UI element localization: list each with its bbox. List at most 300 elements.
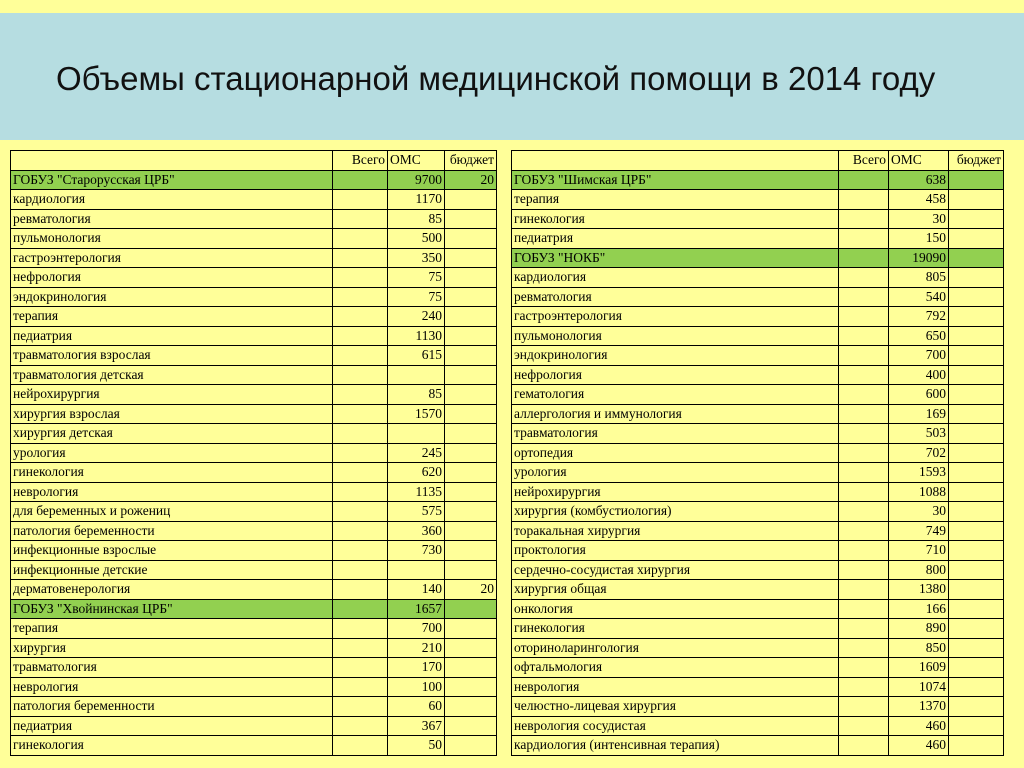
row-oms-cell: 710 [889,541,949,561]
row-total-cell [333,638,388,658]
header-cell-budget: бюджет [949,151,1004,171]
slide-title: Объемы стационарной медицинской помощи в 2014 году [56,60,936,97]
row-budget-cell [949,443,1004,463]
row-total-cell [333,287,388,307]
row-name-cell: хирургия общая [512,580,839,600]
table-row [512,268,1004,288]
row-name-cell: сердечно-сосудистая хирургия [512,560,839,580]
row-oms-cell: 1130 [388,326,445,346]
row-oms-cell: 85 [388,209,445,229]
row-budget-cell [949,404,1004,424]
row-total-cell [333,599,388,619]
row-total-cell [333,326,388,346]
row-oms-cell: 702 [889,443,949,463]
row-name-cell: пульмонология [512,326,839,346]
row-oms-cell: 460 [889,736,949,756]
table-row [11,307,497,327]
row-oms-cell: 500 [388,229,445,249]
table-row [11,716,497,736]
table-row [11,580,497,600]
row-total-cell [333,560,388,580]
row-name-cell: проктология [512,541,839,561]
row-budget-cell [445,443,497,463]
row-budget-cell [949,638,1004,658]
table-row [512,365,1004,385]
row-oms-cell: 1088 [889,482,949,502]
row-name-cell: гинекология [512,209,839,229]
row-total-cell [333,385,388,405]
row-total-cell [839,482,889,502]
row-total-cell [839,619,889,639]
row-budget-cell [445,365,497,385]
row-budget-cell [949,560,1004,580]
table-row [512,385,1004,405]
row-name-cell: педиатрия [512,229,839,249]
row-budget-cell [445,229,497,249]
row-total-cell [333,424,388,444]
row-total-cell [839,287,889,307]
row-total-cell [333,463,388,483]
row-budget-cell [949,521,1004,541]
row-name-cell: гинекология [11,463,333,483]
table-row [512,209,1004,229]
row-oms-cell: 615 [388,346,445,366]
table-row [11,424,497,444]
row-oms-cell: 75 [388,268,445,288]
row-total-cell [839,346,889,366]
row-total-cell [839,268,889,288]
row-budget-cell [949,502,1004,522]
row-budget-cell [949,677,1004,697]
header-cell-total: Всего [333,151,388,171]
row-oms-cell: 50 [388,736,445,756]
row-name-cell: гематология [512,385,839,405]
row-budget-cell [445,658,497,678]
row-budget-cell [445,697,497,717]
row-budget-cell [949,482,1004,502]
row-total-cell [839,170,889,190]
row-budget-cell [949,170,1004,190]
row-total-cell [333,229,388,249]
row-name-cell: инфекционные детские [11,560,333,580]
group-row [512,248,1004,268]
table-row [512,307,1004,327]
row-budget-cell [949,463,1004,483]
table-row [11,541,497,561]
table-row [11,365,497,385]
row-name-cell: дерматовенерология [11,580,333,600]
row-oms-cell: 460 [889,716,949,736]
row-oms-cell: 60 [388,697,445,717]
row-oms-cell: 150 [889,229,949,249]
row-oms-cell: 9700 [388,170,445,190]
row-budget-cell [445,541,497,561]
row-budget-cell [949,190,1004,210]
row-oms-cell: 367 [388,716,445,736]
row-budget-cell [445,326,497,346]
row-oms-cell: 730 [388,541,445,561]
row-budget-cell [949,736,1004,756]
row-oms-cell: 800 [889,560,949,580]
row-total-cell [333,404,388,424]
row-oms-cell: 749 [889,521,949,541]
table-row [11,404,497,424]
row-total-cell [839,677,889,697]
row-oms-cell: 1380 [889,580,949,600]
row-budget-cell [445,346,497,366]
top-strip [0,0,1024,13]
title-band [0,13,1024,140]
row-budget-cell [445,209,497,229]
table-header-row [11,151,497,171]
row-total-cell [333,658,388,678]
row-oms-cell: 458 [889,190,949,210]
row-name-cell: инфекционные взрослые [11,541,333,561]
row-budget-cell [949,599,1004,619]
row-name-cell: ортопедия [512,443,839,463]
row-name-cell: патология беременности [11,521,333,541]
row-total-cell [333,190,388,210]
row-oms-cell: 1135 [388,482,445,502]
row-total-cell [839,658,889,678]
row-oms-cell: 240 [388,307,445,327]
row-total-cell [839,209,889,229]
row-name-cell: хирургия (комбустиология) [512,502,839,522]
table-row [11,482,497,502]
row-budget-cell [949,268,1004,288]
row-budget-cell [949,229,1004,249]
row-name-cell: ревматология [512,287,839,307]
row-oms-cell: 350 [388,248,445,268]
table-row [512,560,1004,580]
row-budget-cell [949,326,1004,346]
row-total-cell [839,463,889,483]
row-name-cell: для беременных и рожениц [11,502,333,522]
row-name-cell: травматология [512,424,839,444]
row-oms-cell: 100 [388,677,445,697]
row-name-cell: неврология [11,482,333,502]
row-oms-cell: 360 [388,521,445,541]
table-row [512,404,1004,424]
row-budget-cell [445,560,497,580]
header-cell-budget: бюджет [445,151,497,171]
row-name-cell: урология [11,443,333,463]
row-budget-cell [445,677,497,697]
left-data-table [10,150,497,756]
row-total-cell [839,365,889,385]
row-total-cell [839,229,889,249]
table-row [512,580,1004,600]
table-row [512,346,1004,366]
row-name-cell: неврология [11,677,333,697]
row-budget-cell [949,658,1004,678]
row-total-cell [333,307,388,327]
row-total-cell [839,560,889,580]
row-name-cell: терапия [11,619,333,639]
row-total-cell [839,326,889,346]
table-row [512,443,1004,463]
row-oms-cell: 890 [889,619,949,639]
row-total-cell [839,736,889,756]
table-row [512,502,1004,522]
row-name-cell: нейрохирургия [11,385,333,405]
row-budget-cell [445,424,497,444]
row-name-cell: нефрология [512,365,839,385]
row-total-cell [333,716,388,736]
row-name-cell: хирургия [11,638,333,658]
row-oms-cell: 1170 [388,190,445,210]
row-total-cell [333,170,388,190]
row-budget-cell [949,385,1004,405]
row-name-cell: эндокринология [512,346,839,366]
row-name-cell: хирургия детская [11,424,333,444]
row-name-cell: неврология [512,677,839,697]
row-oms-cell: 1570 [388,404,445,424]
row-budget-cell [445,599,497,619]
row-oms-cell: 575 [388,502,445,522]
row-total-cell [839,307,889,327]
row-budget-cell [445,736,497,756]
row-budget-cell [445,638,497,658]
row-budget-cell [949,209,1004,229]
row-name-cell: гинекология [512,619,839,639]
table-row [11,658,497,678]
table-row [512,736,1004,756]
row-name-cell: гастроэнтерология [512,307,839,327]
row-name-cell: патология беременности [11,697,333,717]
table-row [11,463,497,483]
row-name-cell: неврология сосудистая [512,716,839,736]
table-row [512,229,1004,249]
table-row [512,658,1004,678]
row-name-cell: пульмонология [11,229,333,249]
row-oms-cell: 700 [388,619,445,639]
row-name-cell: ревматология [11,209,333,229]
row-name-cell: кардиология [512,268,839,288]
row-budget-cell [949,716,1004,736]
row-budget-cell [445,248,497,268]
row-name-cell: ГОБУЗ "НОКБ" [512,248,839,268]
right-data-table [511,150,1004,756]
table-row [11,326,497,346]
header-cell-oms: ОМС [889,151,949,171]
row-budget-cell [949,697,1004,717]
table-row [11,229,497,249]
row-budget-cell [445,716,497,736]
table-row [512,326,1004,346]
row-budget-cell [949,541,1004,561]
row-name-cell: оториноларингология [512,638,839,658]
row-budget-cell [949,365,1004,385]
row-budget-cell [445,521,497,541]
row-oms-cell: 169 [889,404,949,424]
table-row [11,385,497,405]
table-row [11,248,497,268]
row-total-cell [839,521,889,541]
row-oms-cell: 792 [889,307,949,327]
table-row [11,502,497,522]
row-name-cell: челюстно-лицевая хирургия [512,697,839,717]
row-total-cell [839,716,889,736]
row-name-cell: педиатрия [11,326,333,346]
table-row [512,638,1004,658]
header-cell-total: Всего [839,151,889,171]
table-row [512,424,1004,444]
row-oms-cell [388,560,445,580]
row-total-cell [333,541,388,561]
table-row [512,599,1004,619]
row-budget-cell [445,482,497,502]
row-total-cell [333,346,388,366]
row-total-cell [839,443,889,463]
header-cell-name [512,151,839,171]
row-budget-cell [949,346,1004,366]
row-total-cell [839,424,889,444]
row-oms-cell: 1593 [889,463,949,483]
table-row [11,521,497,541]
row-name-cell: офтальмология [512,658,839,678]
row-budget-cell [445,385,497,405]
table-row [11,190,497,210]
row-total-cell [839,502,889,522]
group-row [11,599,497,619]
table-row [512,677,1004,697]
row-oms-cell: 700 [889,346,949,366]
table-row [512,482,1004,502]
row-budget-cell: 20 [445,580,497,600]
row-name-cell: травматология [11,658,333,678]
row-name-cell: ГОБУЗ "Шимская ЦРБ" [512,170,839,190]
row-name-cell: торакальная хирургия [512,521,839,541]
row-name-cell: кардиология (интенсивная терапия) [512,736,839,756]
table-row [512,190,1004,210]
row-total-cell [839,638,889,658]
row-oms-cell: 503 [889,424,949,444]
row-oms-cell: 1657 [388,599,445,619]
table-row [11,560,497,580]
row-total-cell [333,619,388,639]
row-oms-cell: 638 [889,170,949,190]
row-oms-cell: 30 [889,209,949,229]
table-row [512,521,1004,541]
row-total-cell [333,697,388,717]
row-oms-cell: 850 [889,638,949,658]
row-name-cell: ГОБУЗ "Хвойнинская ЦРБ" [11,599,333,619]
row-budget-cell [445,268,497,288]
row-budget-cell [445,307,497,327]
row-total-cell [839,599,889,619]
table-row [512,697,1004,717]
row-oms-cell: 170 [388,658,445,678]
group-row [11,170,497,190]
row-total-cell [333,677,388,697]
row-budget-cell: 20 [445,170,497,190]
row-oms-cell [388,365,445,385]
row-name-cell: терапия [11,307,333,327]
row-oms-cell: 620 [388,463,445,483]
row-oms-cell: 140 [388,580,445,600]
row-total-cell [333,521,388,541]
row-oms-cell: 210 [388,638,445,658]
row-total-cell [333,365,388,385]
table-row [11,736,497,756]
table-row [11,697,497,717]
group-row [512,170,1004,190]
table-row [512,287,1004,307]
row-total-cell [839,190,889,210]
row-oms-cell: 1609 [889,658,949,678]
header-cell-name [11,151,333,171]
row-budget-cell [949,580,1004,600]
table-row [512,619,1004,639]
row-oms-cell [388,424,445,444]
row-budget-cell [949,424,1004,444]
row-budget-cell [445,190,497,210]
row-total-cell [333,209,388,229]
row-total-cell [333,482,388,502]
row-name-cell: хирургия взрослая [11,404,333,424]
row-total-cell [333,268,388,288]
row-total-cell [839,404,889,424]
table-row [11,346,497,366]
row-name-cell: онкология [512,599,839,619]
row-oms-cell: 75 [388,287,445,307]
row-budget-cell [949,287,1004,307]
row-budget-cell [949,619,1004,639]
row-total-cell [839,248,889,268]
row-oms-cell: 540 [889,287,949,307]
row-name-cell: аллергология и иммунология [512,404,839,424]
row-total-cell [333,443,388,463]
row-name-cell: кардиология [11,190,333,210]
row-total-cell [333,502,388,522]
table-row [11,619,497,639]
row-name-cell: гинекология [11,736,333,756]
row-oms-cell: 400 [889,365,949,385]
row-oms-cell: 805 [889,268,949,288]
row-budget-cell [445,502,497,522]
row-total-cell [333,736,388,756]
header-cell-oms: ОМС [388,151,445,171]
row-name-cell: эндокринология [11,287,333,307]
row-oms-cell: 166 [889,599,949,619]
row-budget-cell [949,248,1004,268]
row-name-cell: терапия [512,190,839,210]
table-row [11,268,497,288]
row-total-cell [839,385,889,405]
row-total-cell [839,697,889,717]
row-budget-cell [445,619,497,639]
row-name-cell: ГОБУЗ "Старорусская ЦРБ" [11,170,333,190]
row-total-cell [333,580,388,600]
row-total-cell [333,248,388,268]
table-row [11,287,497,307]
row-oms-cell: 85 [388,385,445,405]
row-oms-cell: 650 [889,326,949,346]
table-header-row [512,151,1004,171]
row-total-cell [839,580,889,600]
row-oms-cell: 1074 [889,677,949,697]
table-row [11,209,497,229]
row-name-cell: педиатрия [11,716,333,736]
row-budget-cell [949,307,1004,327]
row-oms-cell: 19090 [889,248,949,268]
table-row [11,638,497,658]
table-row [512,541,1004,561]
row-name-cell: нейрохирургия [512,482,839,502]
row-name-cell: травматология детская [11,365,333,385]
row-name-cell: гастроэнтерология [11,248,333,268]
